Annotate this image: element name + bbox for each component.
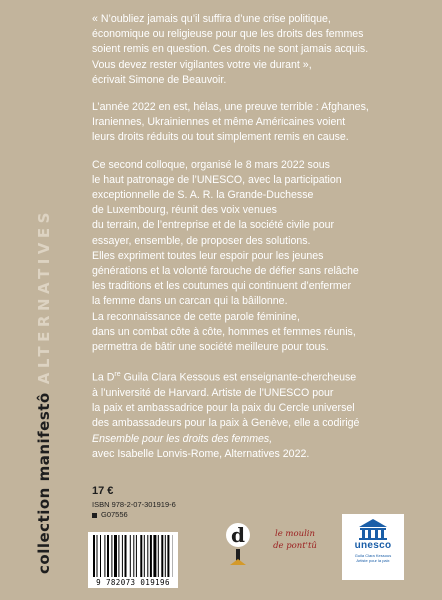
text-line: dans un combat côte à côte, hommes et femmes réunis,	[92, 325, 356, 338]
barcode-bars	[93, 535, 173, 577]
barcode	[88, 532, 178, 588]
publisher-name: ALTERNATIVES	[35, 208, 53, 385]
svg-text:d: d	[231, 523, 245, 547]
text-line: L’année 2022 en est, hélas, une preuve terrible : Afghanes,	[92, 101, 369, 114]
moulin-line: de pont'tû	[273, 541, 317, 551]
bullet-icon	[92, 513, 97, 518]
text-line: Iraniennes, Ukrainiennes et même Américaines voient	[92, 116, 346, 129]
context-paragraph	[92, 100, 427, 146]
unesco-logo	[342, 514, 404, 580]
quote-paragraph	[92, 12, 427, 88]
colloquium-paragraph	[92, 158, 427, 356]
text-line: écrivait Simone de Beauvoir.	[92, 73, 227, 86]
text-line: générations et la volonté farouche de défier sans relâche	[92, 265, 359, 278]
bio-superscript: re	[114, 371, 121, 379]
publisher-d-logo	[224, 519, 252, 574]
text-line: exceptionnelle de S. A. R. la Grande-Duchesse	[92, 189, 314, 202]
text-line: Elles expriment toutes leur espoir pour les jeunes	[92, 249, 324, 262]
text-line: économique ou religieuse pour que les droits des femmes	[92, 28, 364, 41]
text-line: à l’université de Harvard. Artiste de l’UNESCO pour	[92, 387, 334, 399]
text-line: permettra de bâtir une société meilleure pour tous.	[92, 341, 329, 354]
unesco-sub: Guila Clara Kessous Artiste pour la paix	[354, 553, 392, 563]
text-line: la femme dans un carcan qui la bâillonne.	[92, 295, 288, 308]
unesco-word: unesco	[354, 540, 392, 551]
bio-rest: Guila Clara Kessous est enseignante-chercheuse	[120, 371, 357, 384]
isbn: ISBN 978-2-07-301919-6	[92, 500, 176, 509]
text-line: de Luxembourg, réunit des voix venues	[92, 204, 277, 217]
bio-prefix: La D	[92, 371, 115, 384]
text-line: avec Isabelle Lonvis-Rome, Alternatives 2022.	[92, 447, 310, 460]
moulin-logo	[262, 528, 328, 552]
text-line: « N’oubliez jamais qu’il suffira d’une crise politique,	[92, 13, 331, 25]
text-line: Vous devez rester vigilantes votre vie durant »,	[92, 58, 312, 71]
text-line: essayer, ensemble, de proposer des solutions.	[92, 234, 311, 247]
blurb	[92, 12, 427, 474]
author-bio	[92, 367, 427, 462]
moulin-line: le moulin	[274, 529, 315, 539]
series-label	[34, 208, 53, 574]
text-line: les traditions et les coutumes qui continuent d’enfermer	[92, 280, 352, 293]
text-line	[92, 367, 427, 386]
text-line: leurs droits réduits ou tout simplement remis en cause.	[92, 131, 349, 144]
product-code: G07556	[92, 510, 176, 520]
price: 17 €	[92, 485, 114, 497]
text-line: la paix et ambassadrice pour la paix du Cercle universel	[92, 402, 355, 415]
price-block	[92, 486, 176, 520]
text-line: soient remis en question. Ces droits ne sont jamais acquis.	[92, 43, 369, 56]
text-line: des ambassadeurs pour la paix à Genève, elle a codirigé	[92, 417, 360, 430]
text-line: Ce second colloque, organisé le 8 mars 2022 sous	[92, 158, 330, 171]
text-line: le haut patronage de l’UNESCO, avec la participation	[92, 173, 342, 186]
barcode-digits: 9 782073 019196	[96, 578, 170, 587]
book-title: Ensemble pour les droits des femmes,	[92, 432, 273, 445]
text-line: du terrain, de l’entreprise et de la société civile pour	[92, 219, 335, 232]
collection-name: collection manifestô	[35, 392, 53, 574]
text-line: La reconnaissance de cette parole féminine,	[92, 310, 300, 323]
temple-icon	[342, 516, 404, 542]
